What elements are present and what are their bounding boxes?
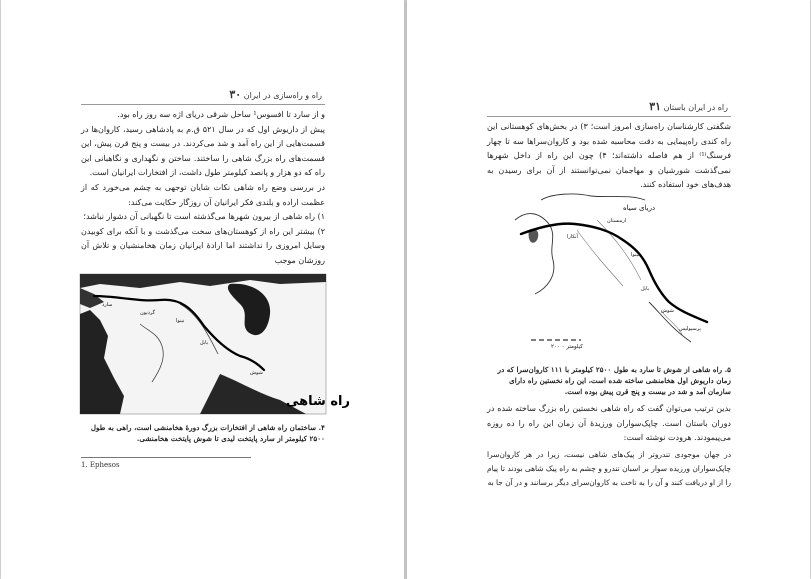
map-place-label: سارد (102, 302, 113, 308)
left-figure-caption: ۴. ساختمان راه شاهی از افتخارات بزرگ دورهٔ هخامنشی است، راهی به طول ۲۵۰۰ کیلومتر از سارد پایتخت لیدی تا شوش پایتخت هخامنشی. (90, 423, 325, 443)
right-page-number: ۳۱ (649, 100, 662, 113)
left-paragraph: ۱) راه شاهی از بیرون شهرها می‌گذشته است تا نگهبانی آن دشوار نباشد؛ (83, 212, 325, 222)
left-paragraph: و از سارد تا افسوس¹ ساحل شرقی دریای اژه سه روز راه بود. (117, 110, 325, 119)
left-header-rule (81, 104, 325, 105)
left-paragraph: پیش از داریوش اول که در سال ۵۲۱ ق.م به پادشاهی رسید، کاروان‌ها در قسمت‌هایی از این راه آمد و شد می‌کردند. در بیست و پنج قرن پیش، این قسمت‌های راه بزرگ شاهی را ساختند. ساختن و نگهداری و نگاهبانی این راه که دو هزار و پانصد کیلومتر طول داشت، از افتخارات ایرانیان است. (81, 124, 325, 178)
right-figure-caption: ۵. راه شاهی از شوش تا سارد به طول ۲۵۰۰ کیلومتر با ۱۱۱ کاروان‌سرا که در زمان داریوش اول هخامنشی ساخته شده است، این راه نخستین راه دارای سازمان آمد و شد در بیست و پنج قرن پیش بوده است. (497, 365, 731, 396)
map-place-label: شوش (250, 370, 263, 376)
royal-road-map-right (511, 190, 711, 352)
map-place-label: پرسپولیس (679, 326, 701, 332)
left-page-number: ۳۰ (229, 88, 242, 101)
right-page-header (643, 100, 728, 113)
map-scale-label: کیلومتر ۰ ۲۰۰ (551, 344, 583, 350)
map-title-label: راه شاهی (286, 394, 350, 409)
royal-road-map-left (80, 274, 350, 414)
map-coastline (541, 194, 645, 200)
map-place-label: بابل (200, 340, 209, 346)
left-paragraph: در بررسی وضع راه شاهی نکات شایان توجهی به چشم می‌خورد که از عظمت اراده و بلندی فکر ایرانیان آن روزگار حکایت می‌کند: (81, 182, 325, 207)
map-sea-label: دریای سیاه (623, 204, 656, 212)
right-paragraph: شگفتی کارشناسان راه‌سازی امروز است؛ ۳) در بخش‌های کوهستانی این راه کندی راه‌پیمایی به دقت محاسبه شده بود و کاروان‌سراها سه تا چهار فرسنگ⁽¹⁾ از هم فاصله داشته‌اند؛ ۴) چون این راه از داخل شهرها نمی‌گذشت شورشیان و مهاجمان نمی‌توانستند از آن برای رسیدن به هدف‌های خود استفاده کنند. (487, 122, 732, 190)
left-page (1, 0, 404, 579)
map-place-label: شوش (661, 308, 674, 314)
map-place-label: آنکارا (567, 234, 578, 240)
footnote-rule (81, 457, 251, 458)
right-header-rule (487, 116, 731, 117)
map-place-label: بابل (641, 286, 650, 292)
right-paragraph: بدین ترتیب می‌توان گفت که راه شاهی نخستین راه بزرگ ساخته شده در دوران باستان است. چاپک‌سواران ورزیدهٔ آن زمان این راه را ده روزه می‌پیمودند. هرودت نوشته است: (487, 404, 731, 443)
map-place-label: گردیون (140, 310, 156, 316)
right-running-title: راه در ایران باستان (663, 103, 728, 112)
map-place-label: نینوا (631, 252, 640, 258)
map-river (577, 230, 623, 286)
footnote: 1. Ephesos (81, 461, 120, 469)
herodotus-quote: در جهان موجودی تندروتر از پیک‌های شاهی نیست، زیرا در هر کاروان‌سرا چاپک‌سواران ورزیده سوار بر اسبان تندرو و چشم به راه پیک شاهی بودند تا پیام را از او دریافت کنند و آن را به تاخت به کاروان‌سرای دیگر برسانند و در آن جا به (487, 449, 731, 487)
map-place-label: ارمنستان (607, 218, 627, 224)
map-place-label: نینوا (176, 318, 185, 324)
right-body-text (487, 120, 731, 193)
right-page (407, 0, 810, 579)
right-body-text-2 (487, 402, 731, 490)
left-body-text (81, 108, 325, 269)
left-page-header (223, 88, 322, 101)
left-paragraph: ۲) بیشتر این راه از کوهستان‌های سخت می‌گذشت و با آنکه برای کوبیدن وسایل امروزی را نداشتند اما ارادهٔ ایرانیان زمان هخامنشیان و تلاش آن روزشان موجب (81, 226, 325, 265)
left-running-title: راه و راه‌سازی در ایران (243, 91, 322, 100)
